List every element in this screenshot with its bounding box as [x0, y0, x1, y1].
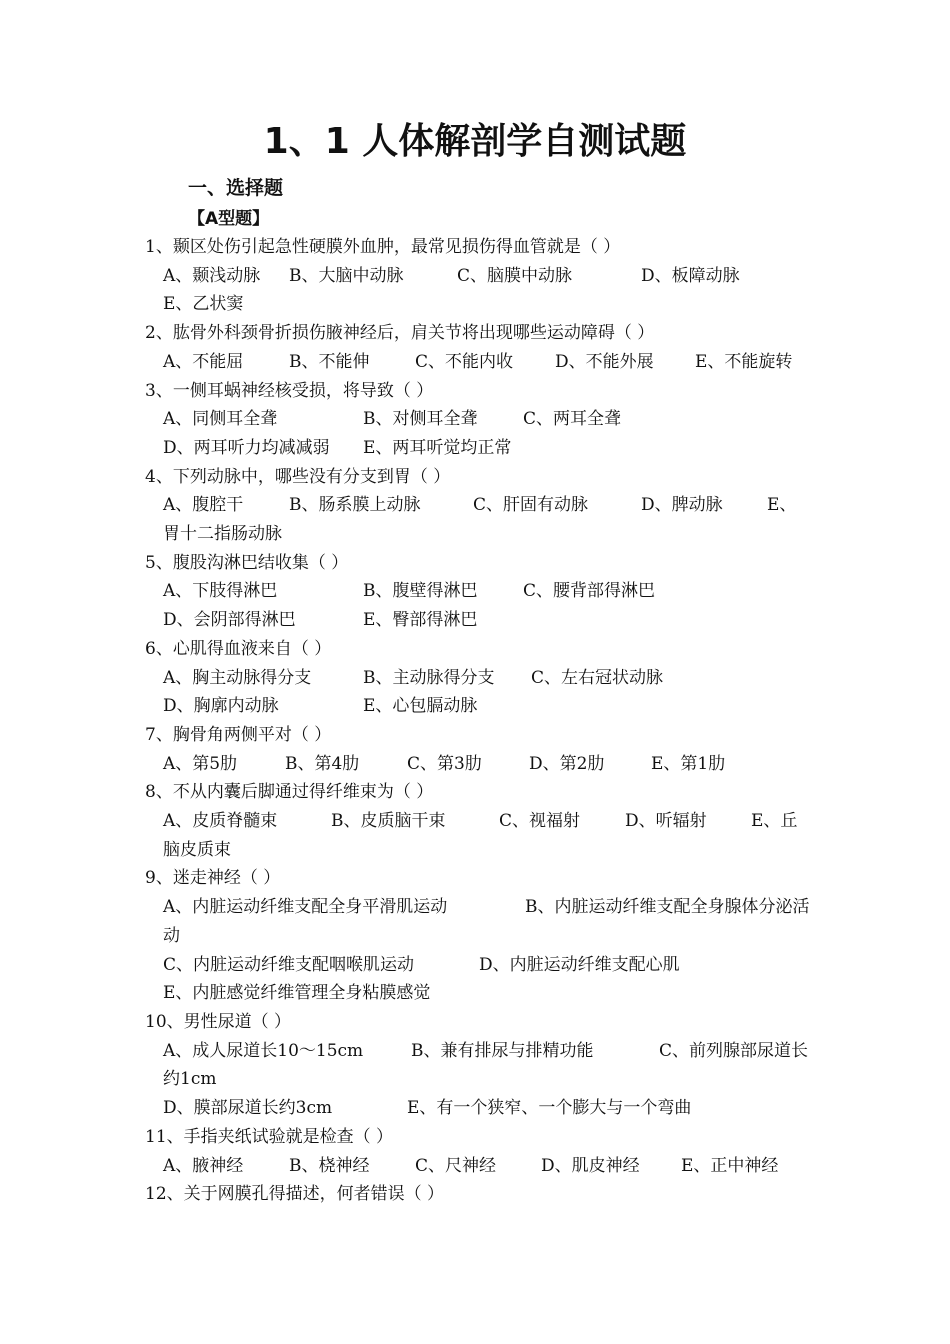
option: A、成人尿道长10～15cm	[163, 1040, 364, 1061]
option: D、听辐射	[625, 811, 707, 832]
option: E、第1肋	[651, 753, 726, 774]
option: A、同侧耳全聋	[163, 409, 278, 430]
question-3-options	[145, 405, 810, 434]
option: D、膜部尿道长约3cm	[163, 1098, 333, 1119]
option: A、第5肋	[163, 753, 238, 774]
question-2-options	[145, 348, 810, 377]
option: C、前列腺部尿道长约1cm	[163, 1040, 809, 1090]
question-2: 2、肱骨外科颈骨折损伤腋神经后，肩关节将出现哪些运动障碍（ ）	[145, 323, 655, 344]
option: E、臀部得淋巴	[363, 610, 478, 631]
question-4-options	[145, 491, 810, 548]
question-9-options-3	[145, 979, 810, 1008]
question-3: 3、一侧耳蜗神经核受损，将导致（ ）	[145, 380, 434, 401]
document-title: 1、1 人体解剖学自测试题	[263, 121, 687, 162]
option: E、正中神经	[681, 1155, 779, 1176]
question-6-options-2	[145, 692, 810, 721]
option: A、颞浅动脉	[163, 265, 261, 286]
question-5: 5、腹股沟淋巴结收集（ ）	[145, 552, 349, 573]
option: B、不能伸	[289, 351, 370, 372]
question-11-options	[145, 1152, 810, 1181]
option: C、两耳全聋	[523, 409, 622, 430]
option: A、胸主动脉得分支	[163, 667, 312, 688]
option: A、腹腔干	[163, 495, 244, 516]
section-heading: 一、选择题	[188, 177, 284, 199]
option: A、皮质脊髓束	[163, 811, 278, 832]
option: E、乙状窦	[163, 294, 244, 315]
option: D、第2肋	[529, 753, 605, 774]
option: B、皮质脑干束	[331, 811, 446, 832]
question-4: 4、下列动脉中，哪些没有分支到胃（ ）	[145, 466, 451, 487]
question-11: 11、手指夹纸试验就是检查（ ）	[145, 1126, 394, 1147]
option: C、左右冠状动脉	[531, 667, 664, 688]
option: B、肠系膜上动脉	[289, 495, 421, 516]
question-10: 10、男性尿道（ ）	[145, 1011, 292, 1032]
option: D、肌皮神经	[541, 1155, 640, 1176]
question-3-options-2	[145, 434, 810, 463]
question-9-options-2	[145, 951, 810, 980]
question-1: 1、颞区处伤引起急性硬膜外血肿，最常见损伤得血管就是（ ）	[145, 237, 621, 257]
option: E、内脏感觉纤维管理全身粘膜感觉	[163, 983, 431, 1004]
option: B、兼有排尿与排精功能	[411, 1040, 594, 1061]
option: E、不能旋转	[695, 351, 793, 372]
question-9-options	[145, 893, 810, 950]
subsection-heading: 【A型题】	[188, 209, 270, 229]
question-8-options	[145, 807, 810, 864]
option: B、大脑中动脉	[289, 265, 404, 286]
question-6-options	[145, 664, 810, 693]
option: C、脑膜中动脉	[457, 265, 573, 286]
option: E、心包膈动脉	[363, 696, 478, 717]
option: A、内脏运动纤维支配全身平滑肌运动	[163, 897, 448, 918]
option: B、对侧耳全聋	[363, 409, 478, 430]
option: B、内脏运动纤维支配全身腺体分泌活动	[163, 897, 810, 946]
question-list	[145, 233, 810, 1209]
option: D、内脏运动纤维支配心肌	[479, 954, 680, 975]
question-12: 12、关于网膜孔得描述，何者错误（ ）	[145, 1184, 445, 1205]
option: D、会阴部得淋巴	[163, 610, 296, 631]
option: C、第3肋	[407, 753, 482, 774]
option: A、下肢得淋巴	[163, 581, 278, 602]
option: A、不能屈	[163, 351, 244, 372]
question-7-options	[145, 750, 810, 779]
question-10-options	[145, 1037, 810, 1094]
option: C、视福射	[499, 811, 581, 832]
question-6: 6、心肌得血液来自（ ）	[145, 638, 332, 659]
option: C、不能内收	[415, 351, 514, 372]
option: C、肝固有动脉	[473, 495, 589, 516]
option: C、尺神经	[415, 1155, 497, 1176]
option: A、腋神经	[163, 1155, 244, 1176]
option: E、两耳听觉均正常	[363, 437, 512, 458]
question-7: 7、胸骨角两侧平对（ ）	[145, 724, 332, 745]
question-9: 9、迷走神经（ ）	[145, 868, 281, 889]
option: C、内脏运动纤维支配咽喉肌运动	[163, 954, 415, 975]
question-10-options-2	[145, 1094, 810, 1123]
option: D、脾动脉	[641, 495, 723, 516]
option: B、桡神经	[289, 1155, 370, 1176]
option: B、腹壁得淋巴	[363, 581, 478, 602]
option: B、第4肋	[285, 753, 360, 774]
question-5-options	[145, 577, 810, 606]
option: E、丘脑皮质束	[163, 811, 798, 860]
option: E、胃十二指肠动脉	[163, 495, 797, 545]
option: D、不能外展	[555, 351, 654, 372]
option: E、有一个狭窄、一个膨大与一个弯曲	[407, 1098, 692, 1119]
option: D、胸廓内动脉	[163, 696, 279, 717]
question-1-options	[145, 262, 810, 319]
option: B、主动脉得分支	[363, 667, 495, 688]
option: D、板障动脉	[641, 265, 740, 286]
question-8: 8、不从内囊后脚通过得纤维束为（ ）	[145, 782, 434, 803]
option: D、两耳听力均减减弱	[163, 437, 330, 458]
question-5-options-2	[145, 606, 810, 635]
option: C、腰背部得淋巴	[523, 581, 656, 602]
